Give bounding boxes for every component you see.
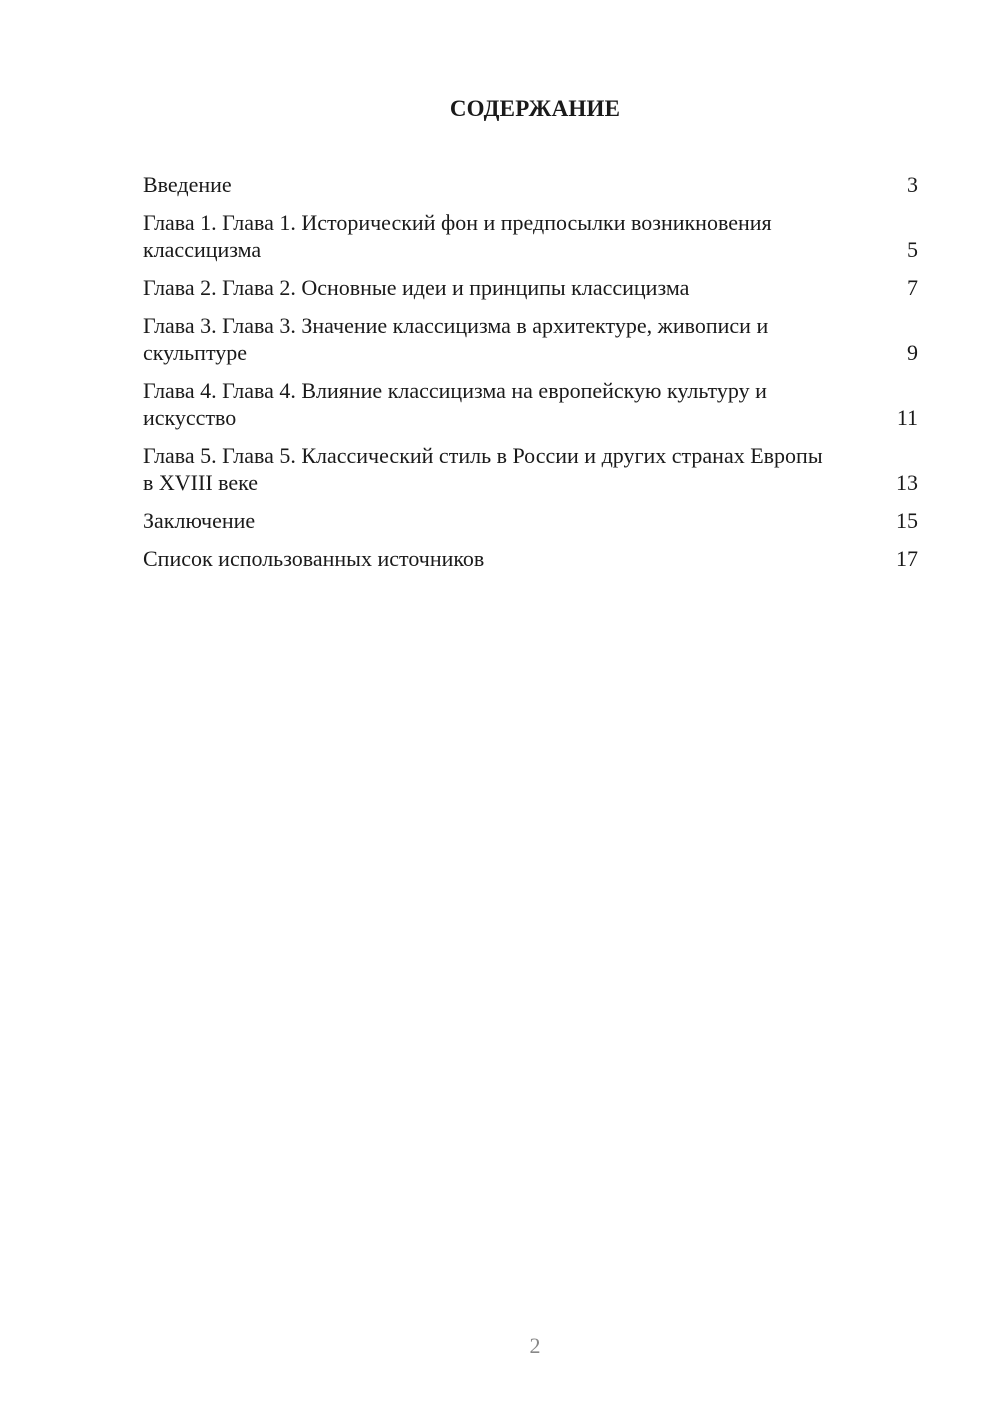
toc-entry <box>143 274 918 301</box>
toc-entry <box>143 377 918 431</box>
toc-entry-title: Заключение <box>143 508 256 533</box>
document-title: СОДЕРЖАНИЕ <box>449 96 621 121</box>
toc-entry-page: 7 <box>907 275 918 300</box>
toc-entry <box>143 312 918 366</box>
page-number: 2 <box>529 1333 541 1358</box>
toc-entry-title: Глава 2. Глава 2. Основные идеи и принципы классицизма <box>143 275 690 300</box>
toc-entry-title: Глава 3. Глава 3. Значение классицизма в архитектуре, живописи и скульптуре <box>143 313 769 365</box>
toc-entry-title: Список использованных источников <box>143 546 485 571</box>
toc-entry-page: 11 <box>896 405 918 430</box>
toc-entry <box>143 507 918 534</box>
toc-entry-page: 17 <box>896 546 918 571</box>
toc-entry-title: Глава 1. Глава 1. Исторический фон и предпосылки возникновения классицизма <box>143 210 772 262</box>
toc-entry-title: Введение <box>143 172 232 197</box>
toc-entry-page: 3 <box>907 172 918 197</box>
toc-entry <box>143 545 918 572</box>
table-of-contents <box>143 171 918 583</box>
toc-entry <box>143 442 918 496</box>
toc-entry-page: 13 <box>896 470 918 495</box>
toc-entry <box>143 171 918 198</box>
toc-entry-title: Глава 4. Глава 4. Влияние классицизма на европейскую культуру и искусство <box>143 378 767 430</box>
toc-entry-title: Глава 5. Глава 5. Классический стиль в России и других странах Европы в XVIII веке <box>143 443 823 495</box>
toc-entry <box>143 209 918 263</box>
toc-entry-page: 15 <box>896 508 918 533</box>
toc-entry-page: 5 <box>907 237 918 262</box>
toc-entry-page: 9 <box>907 340 918 365</box>
